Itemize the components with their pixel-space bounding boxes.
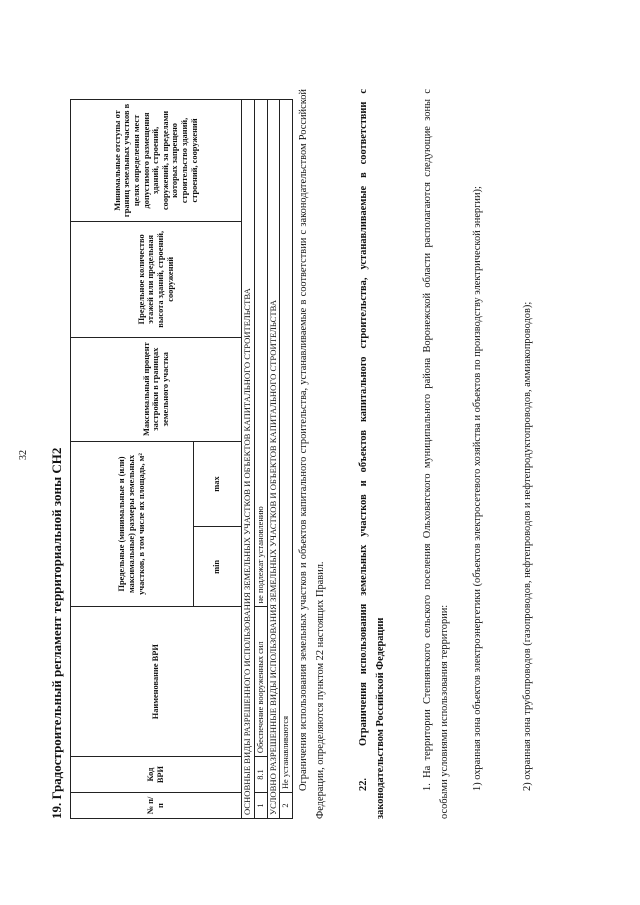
list-item: 2) охранная зона трубопроводов (газопроводов, нефтепроводов и нефтепродуктопроводов, аммиакопроводов); bbox=[522, 301, 533, 791]
table-header-row bbox=[71, 100, 194, 819]
section-22-number: 22. bbox=[358, 778, 369, 791]
col-header-coverage: Максимальный процент застройки в границах земельного участка bbox=[71, 337, 242, 441]
row2-num: 2 bbox=[280, 793, 293, 819]
territory-paragraph: 1. На территории Степнянского сельского поселения Ольховатского муниципального района Воронежской области располагаются следующие зоны с особыми условиями использования территории: bbox=[422, 89, 450, 819]
col-header-sizes: Предельные (минимальные и (или) максимальные) размеры земельных участков, в том числе их площадь, м² bbox=[71, 441, 194, 607]
row1-name: Обеспечение вооруженных сил bbox=[254, 607, 267, 757]
section-row-main bbox=[242, 100, 255, 819]
section-22-title: Ограничения использования земельных участков и объектов капитального строительства, устанавливаемые в соответствии с законодательством Российской Федерации bbox=[358, 88, 386, 819]
page-number: 32 bbox=[18, 450, 29, 460]
row1-num: 1 bbox=[254, 793, 267, 819]
page-title: 19. Градостроительный регламент территориальной зоны СН2 bbox=[49, 447, 64, 819]
table-row bbox=[280, 100, 293, 819]
col-header-floors: Предельное количество этажей или предельная высота зданий, строений, сооружений bbox=[71, 221, 242, 337]
col-header-code: Код ВРИ bbox=[71, 757, 242, 793]
col-header-name: Наименование ВРИ bbox=[71, 607, 242, 757]
list-item: 1) охранная зона объектов электроэнергетики (объектов электросетевого хозяйства и объектов по производству электрической энергии); bbox=[472, 186, 483, 791]
col-header-num: № п/п bbox=[71, 793, 242, 819]
row1-code: 8.1 bbox=[254, 757, 267, 793]
section-main-label: ОСНОВНЫЕ ВИДЫ РАЗРЕШЕННОГО ИСПОЛЬЗОВАНИЯ ЗЕМЕЛЬНЫХ УЧАСТКОВ И ОБЪЕКТОВ КАПИТАЛЬНОГО СТРОИТЕЛЬСТВА bbox=[242, 100, 255, 819]
section-conditional-label: УСЛОВНО РАЗРЕШЕННЫЕ ВИДЫ ИСПОЛЬЗОВАНИЯ ЗЕМЕЛЬНЫХ УЧАСТКОВ И ОБЪЕКТОВ КАПИТАЛЬНОГО СТРОИТЕЛЬСТВА bbox=[267, 100, 280, 819]
col-header-setbacks: Минимальные отступы от границ земельных участков в целях определения мест допустимого размещения зданий, строений, сооружений, за пределами которых запрещено строительство зданий, строений, сооружений bbox=[71, 100, 242, 222]
row1-note: не подлежат установлению bbox=[254, 100, 267, 607]
col-header-min: min bbox=[193, 527, 242, 607]
section-22-heading bbox=[356, 89, 389, 819]
table-row bbox=[254, 100, 267, 819]
row2-text: Не устанавливаются bbox=[280, 100, 293, 793]
regulation-table bbox=[70, 99, 293, 819]
section-row-conditional bbox=[267, 100, 280, 819]
col-header-max: max bbox=[193, 441, 242, 527]
limits-paragraph: Ограничения использования земельных участков и объектов капитального строительства, устанавливаемые в соответствии с законодательством Российской Федерации, определяются пунктом 22 настоящих Правил. bbox=[298, 89, 326, 819]
